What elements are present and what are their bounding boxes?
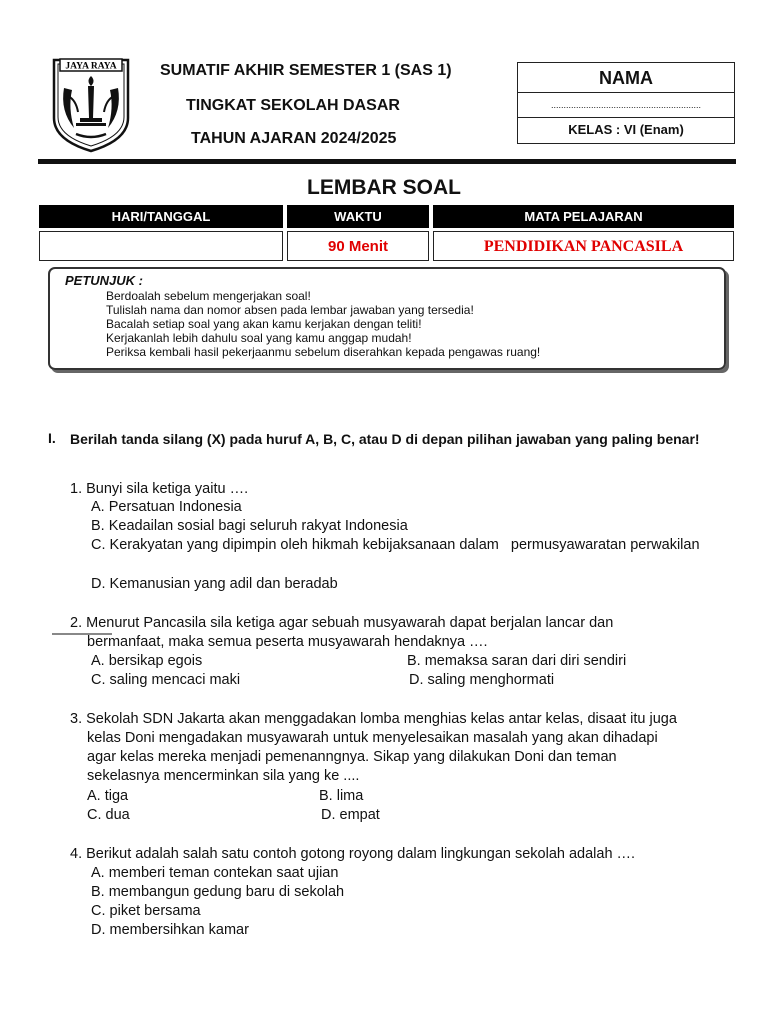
- col-header-time: WAKTU: [287, 205, 429, 228]
- instructions-list: [106, 289, 540, 359]
- svg-text:JAYA RAYA: JAYA RAYA: [65, 61, 117, 72]
- question-3-line3: agar kelas mereka menjadi pemenanngnya. Sikap yang dilakukan Doni dan teman: [87, 749, 617, 765]
- name-box: [517, 62, 735, 144]
- instruction-item: Bacalah setiap soal yang akan kamu kerjakan dengan teliti!: [106, 317, 422, 331]
- instruction-item: Periksa kembali hasil pekerjaanmu sebelum diserahkan kepada pengawas ruang!: [106, 345, 541, 359]
- question-3-line2: kelas Doni mengadakan musyawarah untuk menyelesaikan masalah yang akan dihadapi: [87, 730, 658, 746]
- school-level: TINGKAT SEKOLAH DASAR: [186, 97, 400, 114]
- header-divider: [38, 159, 736, 164]
- jaya-raya-logo: [50, 56, 132, 154]
- sheet-title: LEMBAR SOAL: [307, 176, 461, 199]
- q2-option-d[interactable]: D. saling menghormati: [409, 672, 555, 688]
- q4-option-b[interactable]: B. membangun gedung baru di sekolah: [91, 884, 345, 900]
- academic-year: TAHUN AJARAN 2024/2025: [191, 130, 397, 147]
- question-2-line1: 2. Menurut Pancasila sila ketiga agar sebuah musyawarah dapat berjalan lancar dan: [70, 615, 614, 631]
- col-header-date: HARI/TANGGAL: [39, 205, 283, 228]
- q3-option-b[interactable]: B. lima: [319, 788, 364, 804]
- class-label: KELAS : VI (Enam): [568, 122, 684, 137]
- question-4: 4. Berikut adalah salah satu contoh gotong royong dalam lingkungan sekolah adalah ….: [70, 846, 636, 862]
- time-cell: 90 Menit: [287, 231, 429, 261]
- question-3-line1: 3. Sekolah SDN Jakarta akan menggadakan lomba menghias kelas antar kelas, disaat itu juga: [70, 711, 677, 727]
- col-header-subject: MATA PELAJARAN: [433, 205, 734, 228]
- q1-option-d[interactable]: D. Kemanusian yang adil dan beradab: [91, 576, 338, 592]
- q2-option-b[interactable]: B. memaksa saran dari diri sendiri: [407, 653, 627, 669]
- name-label: NAMA: [518, 63, 734, 93]
- name-field[interactable]: ............................................................: [518, 92, 734, 118]
- q4-option-c[interactable]: C. piket bersama: [91, 903, 201, 919]
- date-cell[interactable]: [39, 231, 283, 261]
- instruction-item: Tulislah nama dan nomor absen pada lembar jawaban yang tersedia!: [106, 303, 474, 317]
- question-3-line4: sekelasnya mencerminkan sila yang ke ....: [87, 768, 360, 784]
- q4-option-d[interactable]: D. membersihkan kamar: [91, 922, 249, 938]
- q4-option-a[interactable]: A. memberi teman contekan saat ujian: [91, 865, 339, 881]
- subject-cell: PENDIDIKAN PANCASILA: [433, 231, 734, 261]
- q2-option-a[interactable]: A. bersikap egois: [91, 653, 203, 669]
- q2-option-c[interactable]: C. saling mencaci maki: [91, 672, 241, 688]
- q1-option-a[interactable]: A. Persatuan Indonesia: [91, 499, 242, 515]
- exam-title: SUMATIF AKHIR SEMESTER 1 (SAS 1): [160, 62, 452, 79]
- question-2-line2: bermanfaat, maka semua peserta musyawarah hendaknya ….: [87, 634, 488, 650]
- instructions-title: PETUNJUK :: [65, 273, 144, 288]
- q1-option-b[interactable]: B. Keadailan sosial bagi seluruh rakyat Indonesia: [91, 518, 408, 534]
- q3-option-d[interactable]: D. empat: [321, 807, 380, 823]
- q3-option-c[interactable]: C. dua: [87, 807, 130, 823]
- q1-option-c[interactable]: C. Kerakyatan yang dipimpin oleh hikmah kebijaksanaan dalam permusyawaratan perwakilan: [91, 537, 700, 553]
- section-number: I.: [48, 430, 56, 446]
- section-instruction: Berilah tanda silang (X) pada huruf A, B, C, atau D di depan pilihan jawaban yang paling benar!: [70, 431, 700, 447]
- q3-option-a[interactable]: A. tiga: [87, 788, 129, 804]
- instruction-item: Berdoalah sebelum mengerjakan soal!: [106, 289, 311, 303]
- question-1: 1. Bunyi sila ketiga yaitu ….: [70, 481, 249, 497]
- instruction-item: Kerjakanlah lebih dahulu soal yang kamu anggap mudah!: [106, 331, 412, 345]
